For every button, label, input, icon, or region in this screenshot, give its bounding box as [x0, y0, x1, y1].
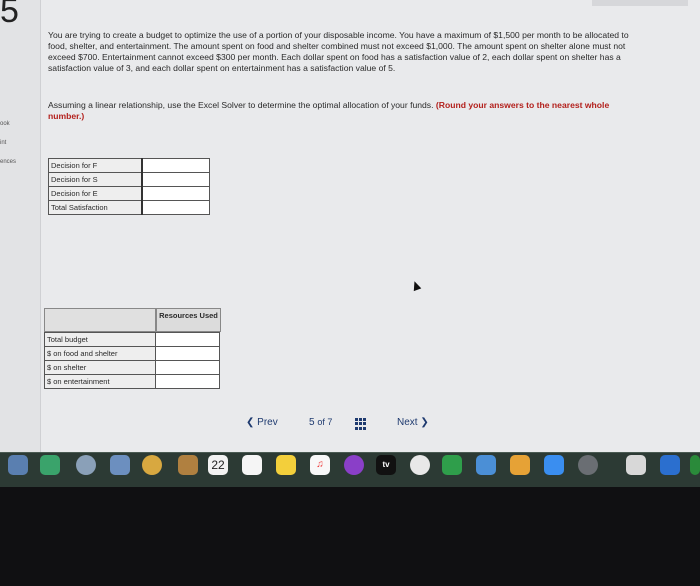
finder-icon[interactable] — [8, 455, 28, 475]
reminders-icon[interactable] — [242, 455, 262, 475]
table-row — [49, 173, 210, 187]
photos-folder-icon[interactable] — [110, 455, 130, 475]
question-number: 5 — [0, 0, 19, 30]
row-label: Total Satisfaction — [49, 201, 143, 215]
chevron-right-icon: ❯ — [420, 417, 429, 428]
side-label-references[interactable]: ences — [0, 159, 17, 165]
stickies-icon[interactable] — [276, 455, 296, 475]
resources-used-header: Resources Used — [156, 308, 221, 332]
system-preferences-icon[interactable] — [578, 455, 598, 475]
top-bar-fragment — [592, 0, 688, 6]
table-row — [45, 361, 220, 375]
instruction — [48, 100, 644, 122]
answer-cell[interactable] — [142, 173, 210, 187]
app-store-icon[interactable] — [544, 455, 564, 475]
answer-cell[interactable] — [156, 333, 220, 347]
resources-table — [44, 332, 220, 389]
chevron-left-icon: ❮ — [246, 417, 255, 428]
table-row — [49, 187, 210, 201]
numbers-icon[interactable] — [442, 455, 462, 475]
monitor-bezel — [0, 487, 700, 586]
answer-cell[interactable] — [142, 159, 210, 173]
photos-icon[interactable] — [142, 455, 162, 475]
prev-button[interactable] — [246, 417, 278, 428]
row-label: $ on shelter — [45, 361, 156, 375]
decision-table — [48, 158, 210, 215]
table-row — [49, 201, 210, 215]
facetime-icon[interactable] — [40, 455, 60, 475]
answer-cell[interactable] — [142, 201, 210, 215]
instruction-emphasis: (Round your answers to the nearest whole number.) — [48, 100, 610, 121]
table-row — [45, 333, 220, 347]
instruction-text: Assuming a linear relationship, use the Excel Solver to determine the optimal allocation of your funds. — [48, 100, 434, 110]
answer-cell[interactable] — [156, 361, 220, 375]
row-label: $ on entertainment — [45, 375, 156, 389]
news-icon[interactable] — [410, 455, 430, 475]
side-panel — [0, 0, 41, 452]
pages-icon[interactable] — [510, 455, 530, 475]
messages-icon[interactable] — [76, 455, 96, 475]
music-icon[interactable]: ♫ — [310, 455, 330, 475]
next-button[interactable] — [397, 417, 429, 428]
row-label: Decision for E — [49, 187, 143, 201]
keynote-icon[interactable] — [476, 455, 496, 475]
podcasts-icon[interactable] — [344, 455, 364, 475]
row-label: Decision for S — [49, 173, 143, 187]
apple-tv-icon[interactable]: tv — [376, 455, 396, 475]
answer-cell[interactable] — [156, 375, 220, 389]
answer-cell[interactable] — [142, 187, 210, 201]
resources-corner-cell — [44, 308, 156, 332]
page-indicator — [309, 417, 332, 428]
answer-cell[interactable] — [156, 347, 220, 361]
table-row — [49, 159, 210, 173]
preview-icon[interactable] — [626, 455, 646, 475]
calendar-icon[interactable]: 22 — [208, 455, 228, 475]
side-label-book[interactable]: ook — [0, 121, 10, 127]
page-total: of 7 — [317, 417, 333, 427]
grid-view-icon[interactable] — [355, 418, 367, 430]
side-label-print[interactable]: int — [0, 140, 7, 146]
current-page: 5 — [309, 417, 315, 428]
next-label: Next — [397, 417, 418, 428]
notes-icon[interactable] — [178, 455, 198, 475]
problem-statement: You are trying to create a budget to optimize the use of a portion of your disposable income. You have a maximum of $1,500 per month to be allocated to food, shelter, and entertainment. The amount spent on food and shelter combined must not exceed $1,000. The amount spent on shelter alone must not exceed $700. Entertainment cannot exceed $300 per month. Each dollar spent on food has a satisfaction value of 2, each dollar spent on shelter has a satisfaction value of 3, and each dollar spent on entertainment has a satisfaction value of 5. — [48, 30, 629, 73]
prev-label: Prev — [257, 417, 278, 428]
row-label: $ on food and shelter — [45, 347, 156, 361]
row-label: Total budget — [45, 333, 156, 347]
table-row — [45, 347, 220, 361]
table-row — [45, 375, 220, 389]
zoom-icon[interactable] — [660, 455, 680, 475]
dock-edge-icon[interactable] — [690, 455, 700, 475]
row-label: Decision for F — [49, 159, 143, 173]
